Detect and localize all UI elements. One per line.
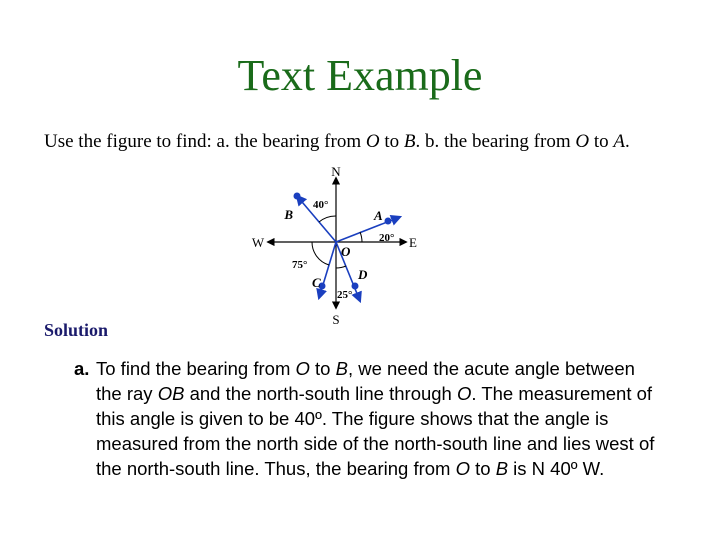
angle-arc-a [360,232,362,242]
prompt-a-from: O [365,131,380,152]
answer-o1: O [295,358,310,379]
prompt-lead: Use the figure to find: [44,131,217,152]
label-west: W [251,235,265,250]
answer-a [74,356,664,481]
label-point-d: D [358,267,368,282]
prompt-b-text: . the bearing from [434,131,576,152]
label-point-c: C [312,275,321,290]
label-point-b: B [284,207,293,222]
answer-o3: O [455,458,470,479]
prompt-a-end: . [415,131,425,152]
answer-b2: B [495,458,509,479]
prompt-b-to: A [613,131,625,152]
angle-arc-c [312,242,329,265]
solution-label: Solution [44,320,109,340]
prompt-a-to-word: to [379,131,404,152]
angle-label-c: 75° [292,259,308,271]
angle-arc-b [319,216,336,222]
label-east: E [409,235,417,250]
prompt-a-marker: a [216,131,225,152]
prompt-a-text: . the bearing from [224,131,366,152]
answer-marker: a. [74,358,90,379]
angle-label-d: 25° [337,289,353,301]
prompt-a-to: B [403,131,416,152]
angle-arc-d [336,266,346,268]
prompt-b-to-word: to [589,131,614,152]
answer-t1: To find the bearing from [96,358,296,379]
slide-title: Text Example [237,51,483,100]
prompt-b-end: . [624,131,630,152]
ray-oc [319,242,336,298]
prompt-b-from: O [575,131,590,152]
angle-label-b: 40° [313,199,329,211]
prompt-b-marker: b [424,131,435,152]
answer-t7: is N 40º W. [508,458,605,479]
answer-t5: . The measurement of this angle is given to be 40º. The figure shows that the angle is measured from the north side of the north-south line and lies west of the north-south line. Thus, the bearing from [96,383,655,479]
label-south: S [332,312,340,327]
answer-ob: OB [157,383,185,404]
answer-t2: to [309,358,336,379]
answer-t3: , we need the acute angle between the ray [96,358,635,404]
label-point-a: A [374,208,383,223]
angle-label-a: 20° [379,232,395,244]
answer-o2: O [457,383,472,404]
answer-t6: to [469,458,496,479]
answer-b1: B [335,358,348,379]
answer-body [96,356,664,481]
point-b [294,193,301,200]
answer-t4: and the north-south line through [184,383,457,404]
point-d [352,283,359,290]
problem-prompt [44,131,630,153]
label-north: N [331,164,341,179]
label-point-o: O [341,244,351,259]
bearing-figure [240,158,440,328]
point-a [385,218,392,225]
